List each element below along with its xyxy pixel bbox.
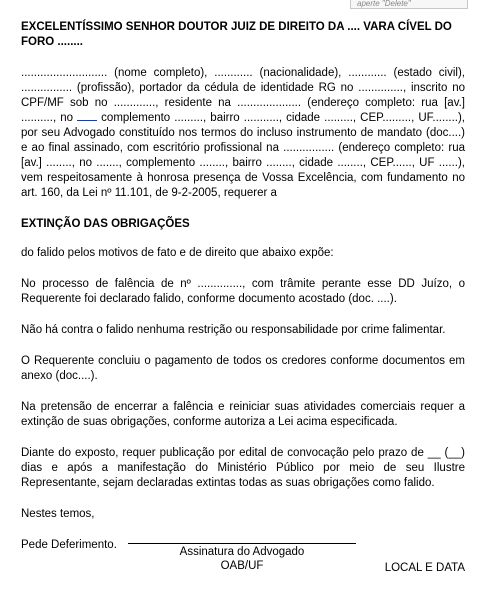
paragraph-conclusion: Diante do exposto, requer publicação por edital de convocação pelo prazo de __ (__) dias e após a manifestação do Ministério Público por meio de seu Ilustre Representante, sejam declaradas extintas todas as suas obrigações como falido. [21, 447, 465, 489]
paragraph-bankruptcy-process: No processo de falência de nº .............., com trâmite perante esse DD Juízo, o Requerente foi declarado falido, conforme documento acostado (doc. ....). [21, 278, 465, 305]
closing-terms: Nestes temos, [21, 508, 95, 520]
court-heading: EXCELENTÍSSIMO SENHOR DOUTOR JUIZ DE DIREITO DA .... VARA CÍVEL DO FORO ........ [21, 21, 452, 48]
intro-text-part-2: complemento ........., bairro ..........., cidade ........., CEP........., UF........), por seu Advogado constituído nos termos do incluso instrumento de mandato (doc....) e ao final assinado, com escritório profissional na ................ (endereço completo: rua [av.] ........, no ......., complemento ........, bairro ........, cidade ........, CEP......, UF ......), vem respeitosamente à honrosa presença de Vossa Excelência, com fundamento no art. 160, da Lei nº 11.101, de 9-2-2005, requerer a [21, 112, 465, 199]
signature-block [128, 543, 356, 573]
document-page [21, 20, 465, 576]
oab-label: OAB/UF [220, 560, 264, 572]
signature-label: Assinatura do Advogado [179, 546, 305, 558]
underlined-blank [77, 111, 97, 121]
delete-hint-box[interactable] [350, 0, 468, 9]
delete-hint-text: aperte "Delete" [357, 0, 411, 8]
section-title: EXTINÇÃO DAS OBRIGAÇÕES [21, 218, 190, 230]
paragraph-no-restriction: Não há contra o falido nenhuma restrição ou responsabilidade por crime falimentar. [21, 324, 446, 336]
paragraph-motives: do falido pelos motivos de fato e de direito que abaixo expõe: [21, 247, 334, 259]
paragraph-payment: O Requerente concluiu o pagamento de todos os credores conforme documentos em anexo (doc....). [21, 355, 465, 382]
paragraph-request: Na pretensão de encerrar a falência e reiniciar suas atividades comerciais requer a extinção de suas obrigações, conforme autoriza a Lei acima especificada. [21, 401, 465, 428]
intro-text-part-1: ........................... (nome completo), ............ (nacionalidade), ............ (estado civil), ................ (profissão), portador da cédula de identidade RG no .............., inscrito no CPF/MF sob no ............., residente na .................... (endereço completo: rua [av.] .........., no [21, 67, 465, 124]
place-and-date: LOCAL E DATA [384, 562, 465, 574]
intro-paragraph [21, 66, 465, 201]
closing-request: Pede Deferimento. [21, 539, 117, 551]
